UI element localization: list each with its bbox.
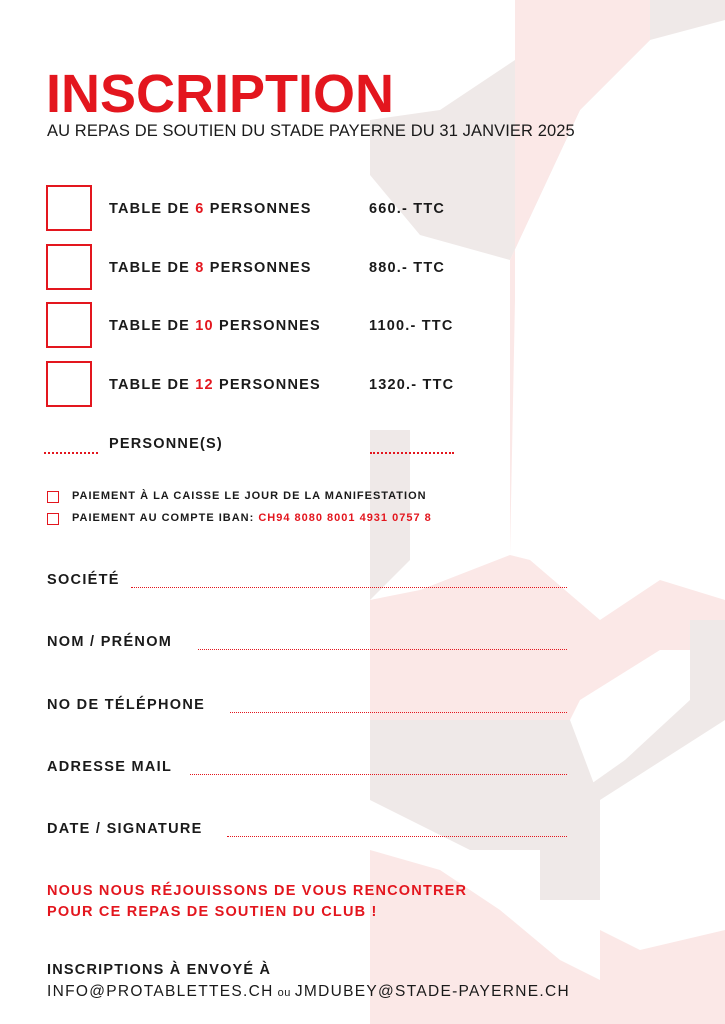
option-label: TABLE DE 8 PERSONNES [109,260,312,276]
checkbox-payment-iban[interactable] [47,513,59,525]
field-email [47,759,567,781]
page-title: INSCRIPTION [46,64,395,124]
payment-cash [47,490,687,506]
option-table-8 [46,244,666,294]
option-table-6 [46,185,666,235]
option-price: 660.- TTC [369,201,446,217]
checkbox-payment-cash[interactable] [47,491,59,503]
closing-message [47,881,467,923]
payment-iban [47,512,687,528]
field-label-email: ADRESSE MAIL [47,759,173,775]
field-nom-prenom [47,634,567,656]
iban-number: CH94 8080 8001 4931 0757 8 [258,512,432,524]
contact-or: ou [277,987,291,999]
option-label: TABLE DE 10 PERSONNES [109,318,321,334]
closing-line-2: POUR CE REPAS DE SOUTIEN DU CLUB ! [47,904,378,920]
field-telephone [47,697,567,719]
option-table-10 [46,302,666,352]
input-telephone[interactable] [230,712,567,713]
field-label-societe: SOCIÉTÉ [47,572,120,588]
input-societe[interactable] [131,587,567,588]
persons-count-field[interactable] [44,452,98,454]
checkbox-table-6[interactable] [46,185,92,231]
persons-label: PERSONNE(S) [109,436,223,452]
option-price: 1320.- TTC [369,377,455,393]
input-date-signature[interactable] [227,836,567,837]
option-table-12 [46,361,666,411]
persons-row [44,436,464,460]
checkbox-table-12[interactable] [46,361,92,407]
field-label-telephone: NO DE TÉLÉPHONE [47,697,206,713]
checkbox-table-10[interactable] [46,302,92,348]
option-label: TABLE DE 6 PERSONNES [109,201,312,217]
field-societe [47,572,567,594]
option-price: 880.- TTC [369,260,446,276]
closing-line-1: NOUS NOUS RÉJOUISSONS DE VOUS RENCONTRER [47,883,468,899]
input-nom-prenom[interactable] [198,649,567,650]
field-date-signature [47,821,567,843]
field-label-date-signature: DATE / SIGNATURE [47,821,203,837]
page-subtitle: AU REPAS DE SOUTIEN DU STADE PAYERNE DU 31 JANVIER 2025 [47,122,575,140]
option-label: TABLE DE 12 PERSONNES [109,377,321,393]
field-label-nom-prenom: NOM / PRÉNOM [47,634,173,650]
contact-email-2[interactable]: JMDUBEY@STADE-PAYERNE.CH [294,983,571,1000]
payment-iban-label: PAIEMENT AU COMPTE IBAN: CH94 8080 8001 4931 0757 8 [72,512,432,524]
send-title: INSCRIPTIONS À ENVOYÉ À [47,962,272,978]
payment-cash-label: PAIEMENT À LA CAISSE LE JOUR DE LA MANIFESTATION [72,490,427,502]
input-email[interactable] [190,774,567,775]
persons-total-field[interactable] [370,452,454,454]
contact-emails [47,983,570,1001]
checkbox-table-8[interactable] [46,244,92,290]
contact-email-1[interactable]: INFO@PROTABLETTES.CH [47,983,274,1000]
option-price: 1100.- TTC [369,318,454,334]
